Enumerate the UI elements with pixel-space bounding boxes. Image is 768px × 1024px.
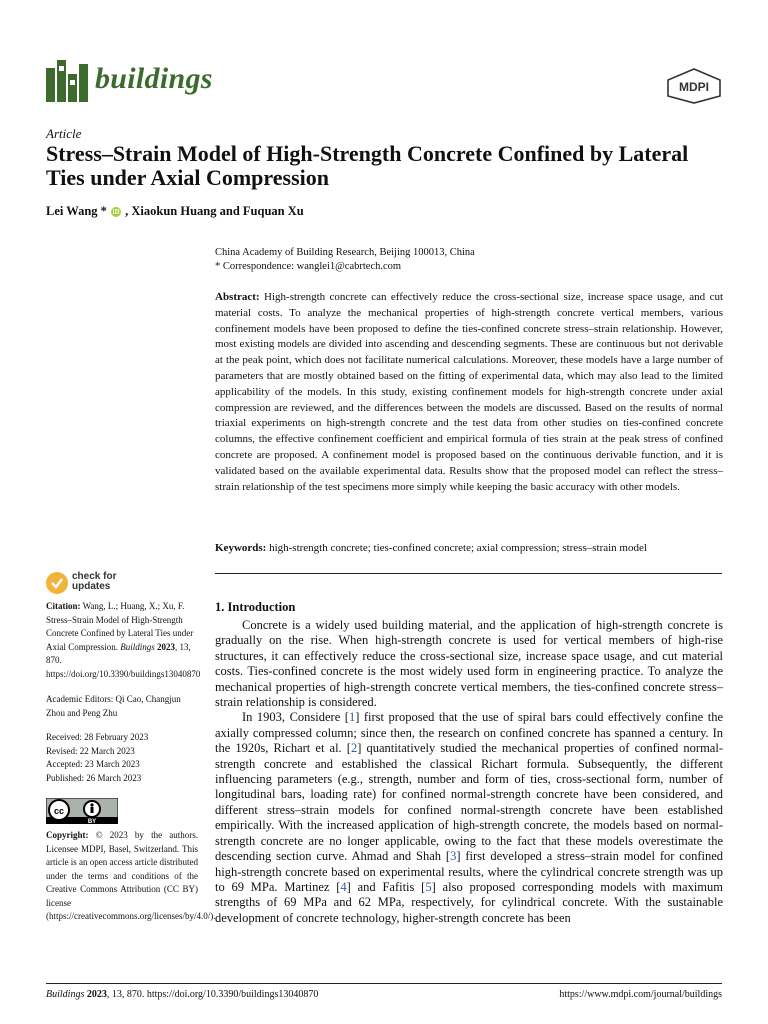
- cc-by-license-icon[interactable]: [46, 798, 118, 824]
- svg-text:BY: BY: [87, 819, 97, 824]
- paragraph: In 1903, Considere [1] first proposed that the use of spiral bars could effectively confine the axially compressed column; since then, the research on confined concrete has spanned a century. In the 1920s, Richart et al. [2] quantitatively studied the mechanical properties of confined normal-strength concrete and established the classical Richart formula. Subsequently, the different influencing parameters (e.g., strength, number and form of ties, cross-sectional form, number of longitudinal bars, loading rate) for confined normal-strength concrete have been considered, and different stress–strain models for confined normal-strength concrete have been established empirically. With the increased application of high-strength concrete, the models based on normal-strength concrete are no longer applicable, owing to the fact that these models overestimate the descending section curve. Ahmad and Shah [3] first developed a stress–strain model for confined high-strength concrete based on experimental results, where the cylindrical concrete strength was up to 69 MPa. Martinez [4] and Fafitis [5] also proposed corresponding models with maximum strengths of 69 MPa and 62 MPa, respectively, for cylindrical concrete. With the sustainable development of concrete technology, higher-strength concrete has been: [215, 710, 724, 925]
- check-updates-label: check for updates: [72, 571, 117, 592]
- keywords: [215, 541, 723, 556]
- correspondence: * Correspondence: wanglei1@cabrtech.com: [215, 261, 402, 272]
- section-heading: 1. Introduction: [215, 600, 296, 614]
- footer-doi-link[interactable]: , 13, 870. https://doi.org/10.3390/buildings13040870: [106, 989, 319, 1000]
- article-type: Article: [46, 126, 82, 141]
- copyright-notice: Copyright: © 2023 by the authors. Licensee MDPI, Basel, Switzerland. This article is an open access article distributed under the terms and conditions of the Creative Commons Attribution (CC BY) license (https://creativecommons.org/licenses/by/4.0/).: [46, 830, 216, 921]
- author-list: [46, 204, 304, 219]
- body-text: [215, 618, 723, 926]
- footer-journal-link[interactable]: https://www.mdpi.com/journal/buildings: [559, 989, 722, 1000]
- author-name: Lei Wang *: [46, 204, 107, 218]
- affiliation-block: [215, 246, 475, 274]
- keywords-text: high-strength concrete; ties-confined concrete; axial compression; stress–strain model: [269, 542, 647, 554]
- footer-citation: Buildings 2023, 13, 870. https://doi.org/10.3390/buildings13040870: [46, 989, 319, 1000]
- divider: [215, 573, 722, 574]
- footer-divider: [46, 983, 722, 984]
- paragraph: Concrete is a widely used building material, and the application of high-strength concrete is gradually on the rise. When high-strength concrete is used for vertical members of high-rise structures, it can effectively reduce the cross-sectional size, increase space usage, and cut material costs. Ties-confined concrete is the most widely used form in engineering practice. To analyze the mechanical properties of high-strength concrete vertical members, the ties-confined concrete stress–strain relationship is considered.: [215, 618, 723, 710]
- received-date: Received: 28 February 2023: [46, 732, 149, 742]
- check-for-updates-button[interactable]: [46, 570, 166, 598]
- publisher-name: MDPI: [679, 80, 709, 94]
- citation-link[interactable]: 4: [340, 879, 347, 894]
- citation-link[interactable]: 1: [348, 710, 356, 725]
- academic-editors: Academic Editors: Qi Cao, Changjun Zhou and Peng Zhu: [46, 694, 181, 718]
- svg-text:cc: cc: [53, 806, 65, 816]
- citation-link[interactable]: 3: [450, 849, 457, 864]
- revised-date: Revised: 22 March 2023: [46, 745, 135, 756]
- abstract-label: Abstract:: [215, 291, 260, 303]
- accepted-date: Accepted: 23 March 2023: [46, 759, 140, 769]
- buildings-logo-icon: [46, 60, 90, 102]
- citation-doi-link[interactable]: , 13, 870. https://doi.org/10.3390/buildings13040870: [46, 641, 201, 679]
- published-date: Published: 26 March 2023: [46, 772, 142, 783]
- article-title: Stress–Strain Model of High-Strength Concrete Confined by Lateral Ties under Axial Compression: [46, 141, 689, 190]
- affiliation: China Academy of Building Research, Beijing 100013, China: [215, 247, 475, 258]
- mdpi-logo-icon: [666, 68, 722, 104]
- citation-link[interactable]: 2: [350, 741, 358, 756]
- orcid-icon[interactable]: iD: [112, 208, 120, 216]
- abstract: [215, 290, 723, 495]
- keywords-label: Keywords:: [215, 542, 267, 554]
- citation-link[interactable]: 5: [425, 879, 432, 894]
- journal-name: buildings: [95, 62, 213, 95]
- article-dates: [46, 731, 201, 785]
- check-updates-icon: [46, 572, 68, 594]
- author-name: , Xiaokun Huang and Fuquan Xu: [125, 204, 304, 218]
- citation-block: Citation: Wang, L.; Huang, X.; Xu, F. Stress–Strain Model of High-Strength Concrete Confined by Lateral Ties under Axial Compression. Buildings 2023, 13, 870. https://doi.org/10.3390/buildings13040870: [46, 601, 201, 679]
- abstract-text: High-strength concrete can effectively reduce the cross-sectional size, increase space usage, and cut material costs. To analyze the mechanical properties of high-strength concrete vertical members, various confinement models have been proposed to define the ties-confined concrete stress–strain relationship. However, most existing models are divided into ascending and descending segments. These are continuous but not derivable at the peak point, which does not facilitate numerical calculations. Moreover, these models have a large number of parameters that are mostly obtained based on the fitting of experimental data, which may also lead to the limited applicability of the models. In this study, existing confinement models for high-strength concrete under axial compression are reviewed, and the differences between the models are discussed. Based on the results of normal triaxial experiments on high-strength concrete and the test data from other studies on ties-confined concrete columns, the effective confinement coefficient and empirical formula of ties strain at the peak stress of confined concrete are proposed. A confinement model is proposed based on the continuous derivable function, and it is validated based on the available experimental data. Results show that the proposed model can reflect the stress–strain relationship of the test specimens more simply while keeping the basic accuracy with other models.: [215, 291, 724, 493]
